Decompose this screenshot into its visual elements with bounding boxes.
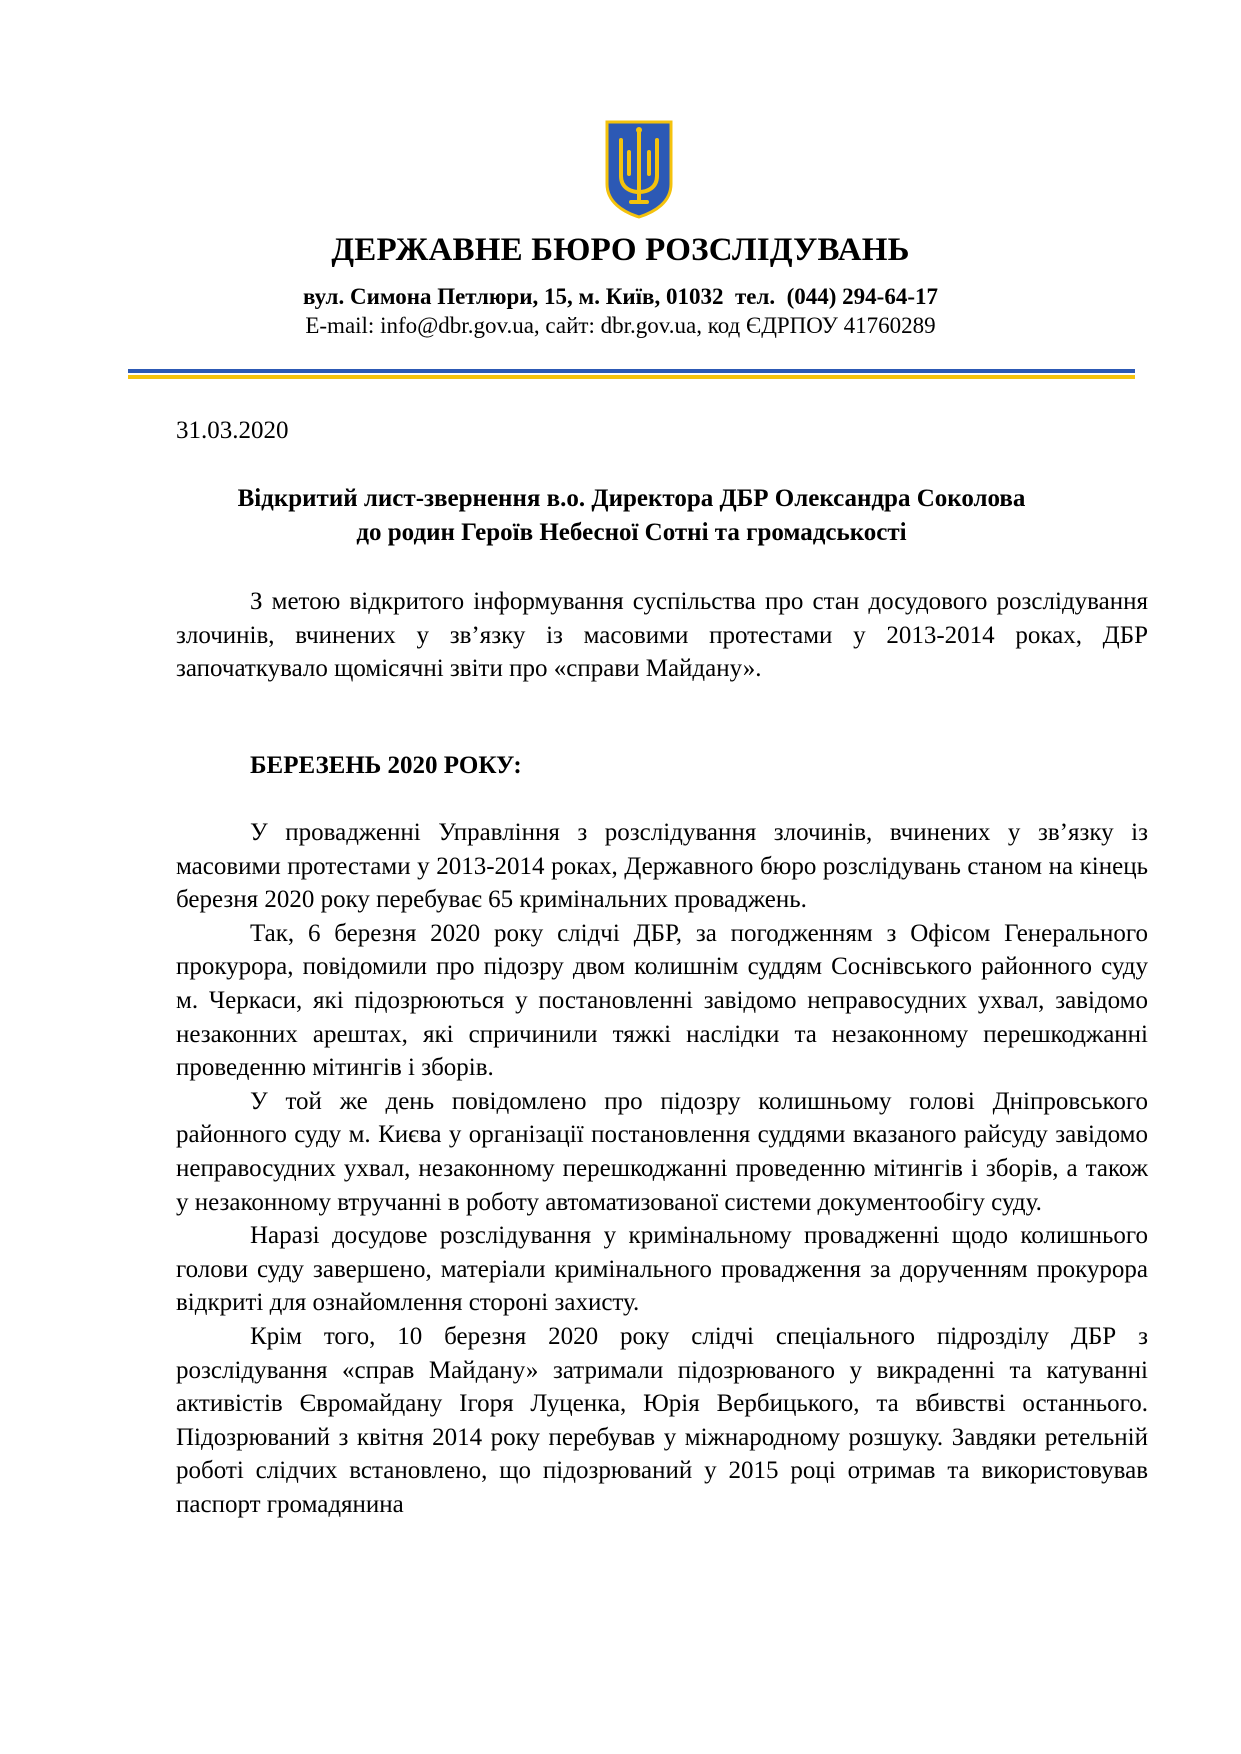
title-line-2: до родин Героїв Небесної Сотні та громадськості [356,519,907,546]
section-heading: БЕРЕЗЕНЬ 2020 РОКУ: [250,752,522,779]
paragraph: У провадженні Управління з розслідування злочинів, вчинених у зв’язку із масовими протестами у 2013-2014 роках, Державного бюро розслідувань станом на кінець березня 2020 року перебуває 65 кримінальних проваджень. [176,819,1148,914]
title-line-1: Відкритий лист-звернення в.о. Директора ДБР Олександра Соколова [237,485,1026,512]
address-line: вул. Симона Петлюри, 15, м. Київ, 01032 тел. (044) 294-64-17 [303,284,938,309]
paragraph: Наразі досудове розслідування у кримінальному провадженні щодо колишнього голови суду завершено, матеріали кримінального провадження за дорученням прокурора відкриті для ознайомлення стороні захисту. [176,1222,1148,1317]
intro-block [176,585,1148,686]
paragraph: У той же день повідомлено про підозру колишньому голові Дніпровського районного суду м. Києва у організації постановлення суддями вказаного райсуду завідомо неправосудних ухвал, незаконному перешкоджанні проведенню мітингів і зборів, а також у незаконному втручанні в роботу автоматизованої системи документообігу суду. [176,1087,1148,1216]
header-rule-yellow [128,375,1135,379]
header-rule-blue [128,369,1135,373]
paragraph: Так, 6 березня 2020 року слідчі ДБР, за погодженням з Офісом Генерального прокурора, повідомили про підозру двом колишнім суддям Соснівського районного суду м. Черкаси, які підозрюються у постановленні завідомо неправосудних ухвал, завідомо незаконних арештах, які спричинили тяжкі наслідки та незаконному перешкоджанні проведенню мітингів і зборів. [176,919,1148,1082]
coat-of-arms-icon [603,118,675,220]
document-date: 31.03.2020 [176,417,289,444]
intro-paragraph: З метою відкритого інформування суспільства про стан досудового розслідування злочинів, вчинених у зв’язку із масовими протестами у 2013-2014 роках, ДБР започаткувало щомісячні звіти про «справи Майдану». [176,588,1148,683]
body-text [176,816,1148,1521]
document-title [128,482,1135,550]
organization-name: ДЕРЖАВНЕ БЮРО РОЗСЛІДУВАНЬ [331,232,910,268]
contacts-line: E-mail: info@dbr.gov.ua, сайт: dbr.gov.ua, код ЄДРПОУ 41760289 [305,313,936,338]
paragraph: Крім того, 10 березня 2020 року слідчі спеціального підрозділу ДБР з розслідування «справ Майдану» затримали підозрюваного у викраденні та катуванні активістів Євромайдану Ігоря Луценка, Юрія Вербицького, та вбивстві останнього. Підозрюваний з квітня 2014 року перебував у міжнародному розшуку. Завдяки ретельній роботі слідчих встановлено, що підозрюваний у 2015 році отримав та використовував паспорт громадянина [176,1322,1148,1518]
